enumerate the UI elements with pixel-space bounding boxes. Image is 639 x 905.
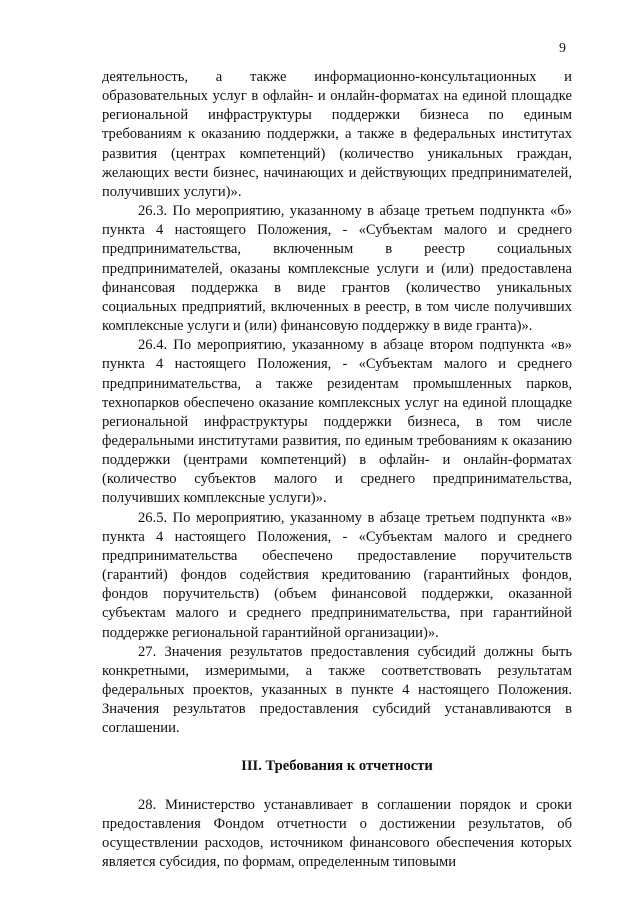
paragraph-28: 28. Министерство устанавливает в соглашении порядок и сроки предоставления Фондом отчетности о достижении результатов, об осуществлении расходов, источником финансового обеспечения которых является субсидия, по формам, определенным типовыми [102,796,572,871]
paragraph-26-4: 26.4. По мероприятию, указанному в абзаце втором подпункта «в» пункта 4 настоящего Положения, - «Субъектам малого и среднего предпринимательства, а также резидентам промышленных парков, технопарков обеспечено оказание комплексных услуг на единой площадке региональной инфраструктуры поддержки бизнеса, в том числе федеральными институтами развития, по единым требованиям к оказанию поддержки (центрами компетенций) в офлайн- и онлайн-форматах (количество субъектов малого и среднего предпринимательства, получивших комплексные услуги)». [102,337,572,507]
paragraph-26-5: 26.5. По мероприятию, указанному в абзаце третьем подпункта «в» пункта 4 настоящего Положения, - «Субъектам малого и среднего предпринимательства обеспечено предоставление поручительств (гарантий) фондов содействия кредитованию (гарантийных фондов, фондов поручительств) (объем финансовой поддержки, оказанной субъектам малого и среднего предпринимательства, при гарантийной поддержке региональной гарантийной организации)». [102,509,572,641]
paragraph-26-3: 26.3. По мероприятию, указанному в абзаце третьем подпункта «б» пункта 4 настоящего Положения, - «Субъектам малого и среднего предпринимательства, включенным в реестр социальных предпринимателей, оказаны комплексные услуги и (или) предоставлена финансовая поддержка в виде грантов (количество уникальных социальных предприятий, включенных в реестр, в том числе получивших комплексные услуги и (или) финансовую поддержку в виде гранта)». [102,203,572,335]
paragraph-27: 27. Значения результатов предоставления субсидий должны быть конкретными, измеримыми, а также соответствовать результатам федеральных проектов, указанных в пункте 4 настоящего Положения. Значения результатов предоставления субсидий устанавливаются в соглашении. [102,643,572,737]
paragraph-continuation: деятельность, а также информационно-консультационных и образовательных услуг в офлайн- и онлайн-форматах на единой площадке региональной инфраструктуры поддержки бизнеса по единым требованиям к оказанию поддержки, а также в федеральных институтах развития (центрах компетенций) (количество уникальных граждан, желающих вести бизнес, начинающих и действующих предпринимателей, получивших услуги)». [102,69,572,200]
section-heading: III. Требования к отчетности [241,758,433,775]
document-body [102,68,572,872]
page-number: 9 [559,41,566,56]
